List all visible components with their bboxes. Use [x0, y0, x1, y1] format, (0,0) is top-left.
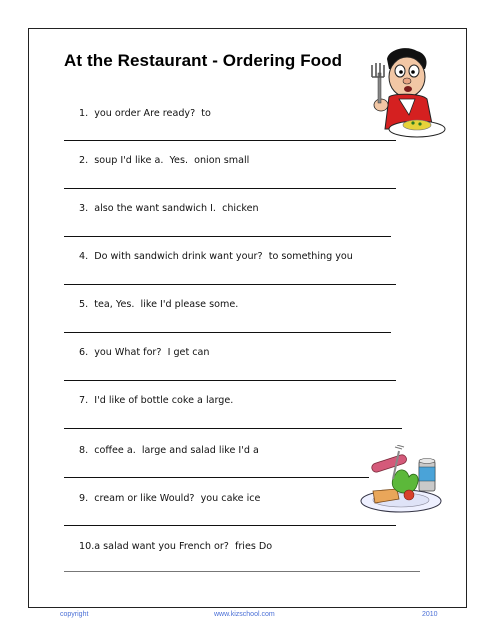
page-title: At the Restaurant - Ordering Food — [64, 51, 343, 70]
answer-line-1[interactable] — [64, 140, 396, 141]
question-7: 7. I'd like of bottle coke a large. — [79, 395, 234, 406]
footer-website[interactable]: www.kizschool.com — [214, 611, 275, 618]
question-6: 6. you What for? I get can — [79, 347, 210, 358]
footer-copyright: copyright — [60, 611, 89, 618]
question-5: 5. tea, Yes. like I'd please some. — [79, 299, 239, 310]
question-3: 3. also the want sandwich I. chicken — [79, 203, 259, 214]
answer-line-7[interactable] — [64, 428, 402, 429]
question-1: 1. you order Are ready? to — [79, 108, 211, 119]
question-2: 2. soup I'd like a. Yes. onion small — [79, 155, 250, 166]
question-8: 8. coffee a. large and salad like I'd a — [79, 445, 259, 456]
food-plate-icon — [355, 445, 447, 517]
answer-line-8[interactable] — [64, 477, 369, 478]
worksheet-frame — [28, 28, 467, 608]
question-9: 9. cream or like Would? you cake ice — [79, 493, 261, 504]
question-4: 4. Do with sandwich drink want your? to something you — [79, 251, 353, 262]
question-10: 10.a salad want you French or? fries Do — [79, 541, 273, 552]
footer-year: 2010 — [422, 611, 438, 618]
chef-eating-icon — [359, 43, 451, 143]
answer-line-3[interactable] — [64, 236, 391, 237]
answer-line-6[interactable] — [64, 380, 396, 381]
answer-line-10[interactable] — [64, 571, 420, 572]
answer-line-2[interactable] — [64, 188, 396, 189]
answer-line-5[interactable] — [64, 332, 391, 333]
answer-line-9[interactable] — [64, 525, 396, 526]
answer-line-4[interactable] — [64, 284, 396, 285]
